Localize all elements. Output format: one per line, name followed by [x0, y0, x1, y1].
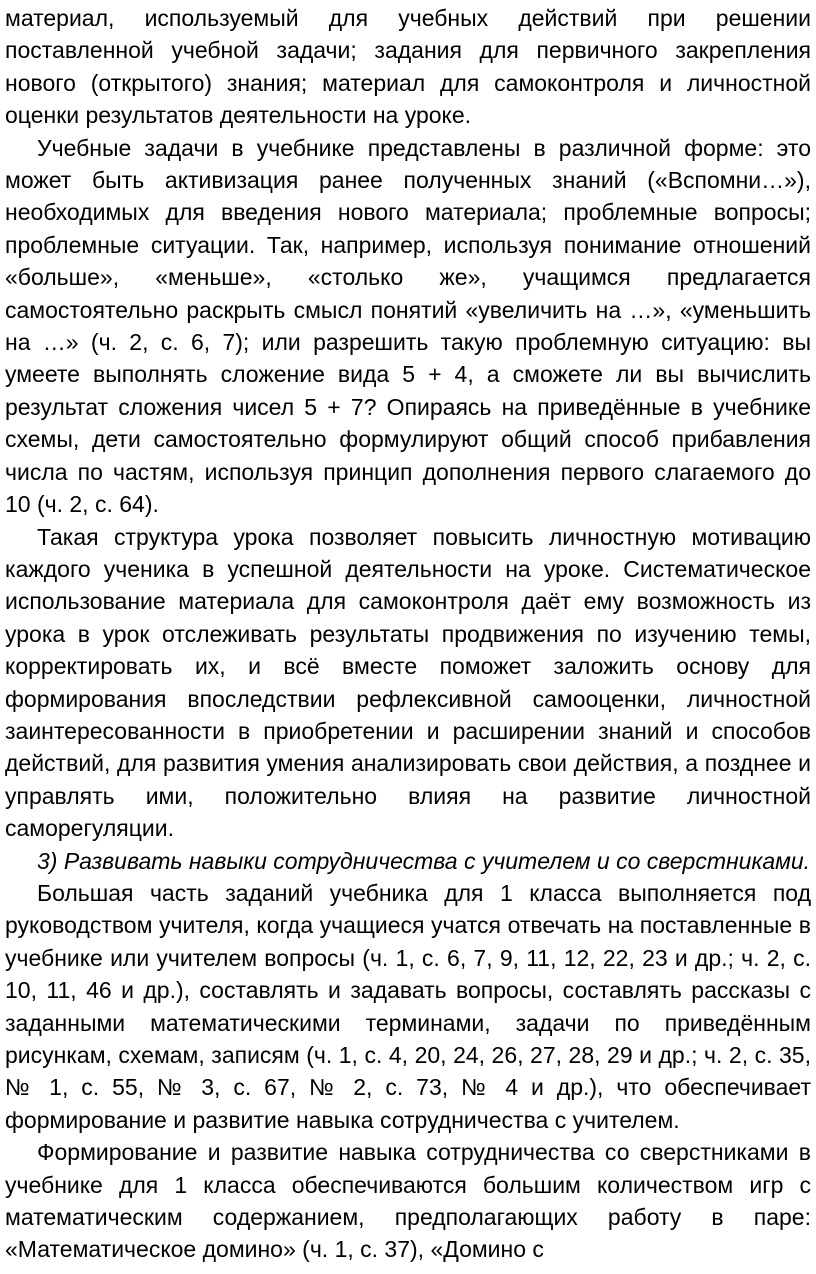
paragraph-peer-cooperation: Формирование и развитие навыка сотрудничества со сверстниками в учебнике для 1 класса обеспечиваются большим количеством игр с математическим содержанием, предполагающих работу в паре: «Математическое домино» (ч. 1, с. 37), «Домино с	[5, 1139, 811, 1263]
section-heading-cooperation: 3) Развивать навыки сотрудничества с учителем и со сверстниками.	[37, 847, 811, 874]
paragraph-learning-tasks: Учебные задачи в учебнике представлены в различной форме: это может быть активизация ранее полученных знаний («Вспомни…»), необходимых для введения нового материала; проблемные вопросы; проблемные ситуации. Так, например, используя понимание отношений «больше», «меньше», «столько же», учащимся предлагается самостоятельно раскрыть смысл понятий «увеличить на …», «уменьшить на …» (ч. 2, с. 6, 7); или разрешить такую проблемную ситуацию: вы умеете выполнять сложение вида 5 + 4, а сможете ли вы вычислить результат сложения чисел 5 + 7? Опираясь на приведённые в учебнике схемы, дети самостоятельно формулируют общий способ прибавления числа по частям, используя принцип дополнения первого слагаемого до 10 (ч. 2, с. 64).	[5, 134, 811, 518]
document-page	[5, 2, 811, 1266]
paragraph-teacher-cooperation: Большая часть заданий учебника для 1 класса выполняется под руководством учителя, когда учащиеся учатся отвечать на поставленные в учебнике или учителем вопросы (ч. 1, с. 6, 7, 9, 11, 12, 22, 23 и др.; ч. 2, с. 10, 11, 46 и др.), составлять и задавать вопросы, составлять рассказы с заданными математическими терминами, задачи по приведённым рисункам, схемам, записям (ч. 1, с. 4, 20, 24, 26, 27, 28, 29 и др.; ч. 2, с. 35, № 1, с. 55, № 3, с. 67, № 2, с. 73, № 4 и др.), что обеспечивает формирование и развитие навыка сотрудничества с учителем.	[5, 879, 811, 1133]
paragraph-lesson-structure: Такая структура урока позволяет повысить личностную мотивацию каждого ученика в успешной деятельности на уроке. Систематическое использование материала для самоконтроля даёт ему возможность из урока в урок отслеживать результаты продвижения по изучению темы, корректировать их, и всё вместе поможет заложить основу для формирования впоследствии рефлексивной самооценки, личностной заинтересованности в приобретении и расширении знаний и способов действий, для развития умения анализировать свои действия, а позднее и управлять ими, положительно влияя на развитие личностной саморегуляции.	[5, 523, 811, 842]
paragraph-continuation: материал, используемый для учебных действий при решении поставленной учебной задачи; задания для первичного закрепления нового (открытого) знания; материал для самоконтроля и личностной оценки результатов деятельности на уроке.	[5, 5, 811, 129]
